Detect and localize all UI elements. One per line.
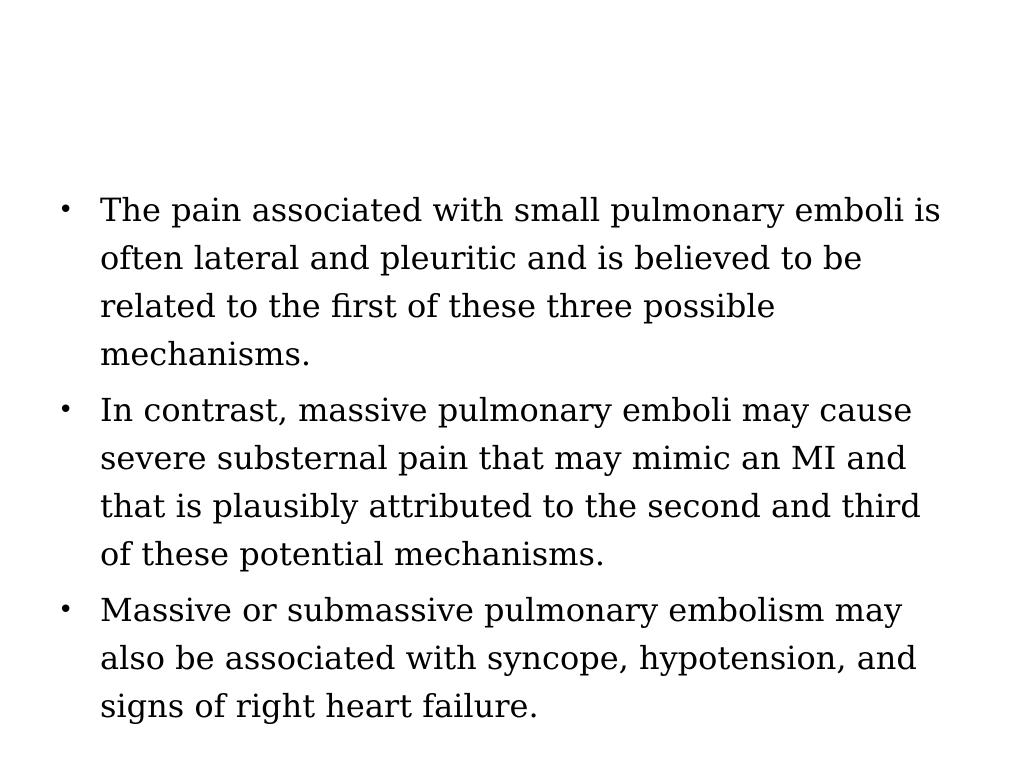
bullet-list — [58, 186, 958, 738]
bullet-item — [58, 386, 958, 578]
bullet-item — [58, 586, 958, 730]
bullet-marker: • — [58, 395, 74, 425]
bullet-text: The pain associated with small pulmonary emboli is often lateral and pleuritic and is believed to be related to the first of these three possible mechanisms. — [100, 191, 941, 373]
bullet-text: In contrast, massive pulmonary emboli may cause severe substernal pain that may mimic an MI and that is plausibly attributed to the second and third of these potential mechanisms. — [100, 391, 921, 573]
bullet-text: Massive or submassive pulmonary embolism may also be associated with syncope, hypotension, and signs of right heart failure. — [100, 591, 917, 725]
bullet-item — [58, 186, 958, 378]
bullet-marker: • — [58, 595, 74, 625]
bullet-marker: • — [58, 195, 74, 225]
